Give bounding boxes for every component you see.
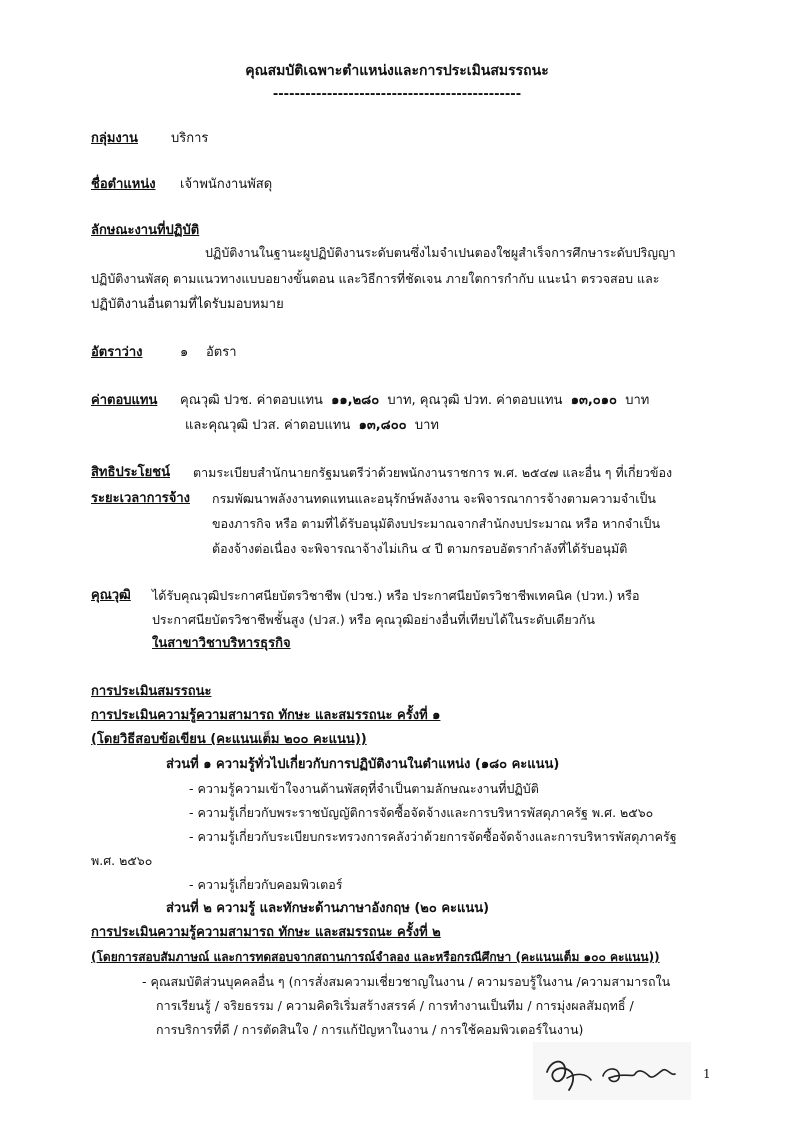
employment-period-line-3: ต้องจ้างต่อเนื่อง จะพิจารณาจ้างไม่เกิน ๔ ปี ตามกรอบอัตรากำลังที่ได้รับอนุมัติ	[212, 541, 628, 556]
round-2-criteria-line-3: การบริการที่ดี / การตัดสินใจ / การแก้ปัญหาในงาน / การใช้คอมพิวเตอร์ในงาน)	[156, 1022, 584, 1037]
qualification-line-3: ในสาขาวิชาบริหารธุรกิจ	[152, 636, 291, 651]
pvt-pay-unit: บาท	[625, 393, 650, 408]
title-divider: ----------------------------------------------	[272, 87, 522, 102]
part-1-item: - ความรู้เกี่ยวกับพระราชบัญญัติการจัดซื้อจัดจ้างและการบริหารพัสดุภาครัฐ พ.ศ. ๒๕๖๐	[189, 805, 654, 820]
round-2-title: การประเมินความรู้ความสามารถ ทักษะ และสมรรถนะ ครั้งที่ ๒	[91, 925, 441, 940]
group-value: บริการ	[171, 131, 209, 146]
part-1-item-continuation: พ.ศ. ๒๕๖๐	[91, 853, 153, 868]
position-label: ชื่อตำแหน่ง	[91, 177, 156, 192]
compensation-label: ค่าตอบแทน	[91, 393, 158, 408]
part-1-title: ส่วนที่ ๑ ความรู้ทั่วไปเกี่ยวกับการปฏิบัติงานในตำแหน่ง (๑๘๐ คะแนน)	[166, 757, 560, 772]
vacancy-count: ๑	[180, 345, 189, 360]
job-nature-label: ลักษณะงานที่ปฏิบัติ	[91, 223, 200, 238]
job-nature-line-2: ปฏิบัติงานพัสดุ ตามแนวทางแบบอยางขั้นตอน และวิธีการที่ชัดเจน ภายใตการกำกับ แนะนำ ตรวจสอบ และ	[91, 271, 660, 286]
pvs-pay-amount: ๑๓,๘๐๐	[358, 418, 407, 433]
assessment-heading: การประเมินสมรรถนะ	[91, 684, 212, 699]
round-2-criteria-line-1: - คุณสมบัติส่วนบุคคลอื่น ๆ (การสั่งสมความเชี่ยวชาญในงาน / ความรอบรู้ในงาน /ความสามารถใน	[142, 974, 671, 989]
part-1-item: - ความรู้เกี่ยวกับระเบียบกระทรวงการคลังว่าด้วยการจัดซื้อจัดจ้างและการบริหารพัสดุภาครัฐ	[189, 829, 677, 844]
job-nature-line-3: ปฏิบัติงานอื่นตามที่ไดรับมอบหมาย	[91, 297, 284, 312]
pvc-pay-label: คุณวุฒิ ปวช. ค่าตอบแทน	[180, 393, 323, 408]
pvs-pay-unit: บาท	[414, 418, 439, 433]
benefits-label: สิทธิประโยชน์	[91, 465, 170, 480]
compensation-line-1	[180, 392, 649, 410]
round-1-method: (โดยวิธีสอบข้อเขียน (คะแนนเต็ม ๒๐๐ คะแนน))	[91, 732, 367, 747]
page-title: คุณสมบัติเฉพาะตำแหน่งและการประเมินสมรรถนะ	[245, 63, 549, 79]
qualification-line-2: ประกาศนียบัตรวิชาชีพชั้นสูง (ปวส.) หรือ คุณวุฒิอย่างอื่นที่เทียบได้ในระดับเดียวกัน	[152, 612, 595, 627]
round-1-title: การประเมินความรู้ความสามารถ ทักษะ และสมรรถนะ ครั้งที่ ๑	[91, 708, 441, 723]
benefits-value: ตามระเบียบสำนักนายกรัฐมนตรีว่าด้วยพนักงานราชการ พ.ศ. ๒๕๔๗ และอื่น ๆ ที่เกี่ยวข้อง	[193, 465, 673, 480]
vacancy-label: อัตราว่าง	[91, 345, 143, 360]
employment-period-line-1: กรมพัฒนาพลังงานทดแทนและอนุรักษ์พลังงาน จะพิจารณาการจ้างตามความจำเป็น	[212, 491, 656, 506]
qualification-line-1: ได้รับคุณวุฒิประกาศนียบัตรวิชาชีพ (ปวช.) หรือ ประกาศนียบัตรวิชาชีพเทคนิค (ปวท.) หรือ	[152, 588, 640, 603]
employment-period-line-2: ของภารกิจ หรือ ตามที่ได้รับอนุมัติงบประมาณจากสำนักงบประมาณ หรือ หากจำเป็น	[212, 516, 661, 531]
vacancy-unit: อัตรา	[206, 345, 237, 360]
page-number: 1	[703, 1067, 711, 1081]
compensation-line-2	[185, 417, 439, 435]
qualification-label: คุณวุฒิ	[91, 588, 131, 603]
pvt-pay-label: บาท, คุณวุฒิ ปวท. ค่าตอบแทน	[387, 393, 563, 408]
pvc-pay-amount: ๑๑,๒๘๐	[331, 393, 380, 408]
group-label: กลุ่มงาน	[91, 131, 138, 146]
pvt-pay-amount: ๑๓,๐๑๐	[570, 393, 617, 408]
job-nature-line-1: ปฏิบัติงานในฐานะผูปฏิบัติงานระดับตนซึ่งไมจำเปนตองใชผูสำเร็จการศึกษาระดับปริญญา	[205, 245, 676, 260]
position-value: เจ้าพนักงานพัสดุ	[180, 177, 273, 192]
signature-image	[533, 1042, 691, 1100]
part-1-item: - ความรู้เกี่ยวกับคอมพิวเตอร์	[189, 877, 343, 892]
round-2-criteria-line-2: การเรียนรู้ / จริยธรรม / ความคิดริเริ่มสร้างสรรค์ / การทำงานเป็นทีม / การมุ่งผลสัมฤทธิ์ /	[156, 998, 634, 1013]
part-1-item: - ความรู้ความเข้าใจงานด้านพัสดุที่จำเป็นตามลักษณะงานที่ปฏิบัติ	[189, 781, 539, 796]
round-2-method: (โดยการสอบสัมภาษณ์ และการทดสอบจากสถานการณ์จำลอง และหรือกรณีศึกษา (คะแนนเต็ม ๑๐๐ คะแนน))	[91, 950, 660, 964]
handwritten-signature	[533, 1042, 691, 1100]
pvs-pay-label: และคุณวุฒิ ปวส. ค่าตอบแทน	[185, 418, 351, 433]
part-2-title: ส่วนที่ ๒ ความรู้ และทักษะด้านภาษาอังกฤษ (๒๐ คะแนน)	[166, 901, 490, 916]
employment-period-label: ระยะเวลาการจ้าง	[91, 491, 190, 506]
